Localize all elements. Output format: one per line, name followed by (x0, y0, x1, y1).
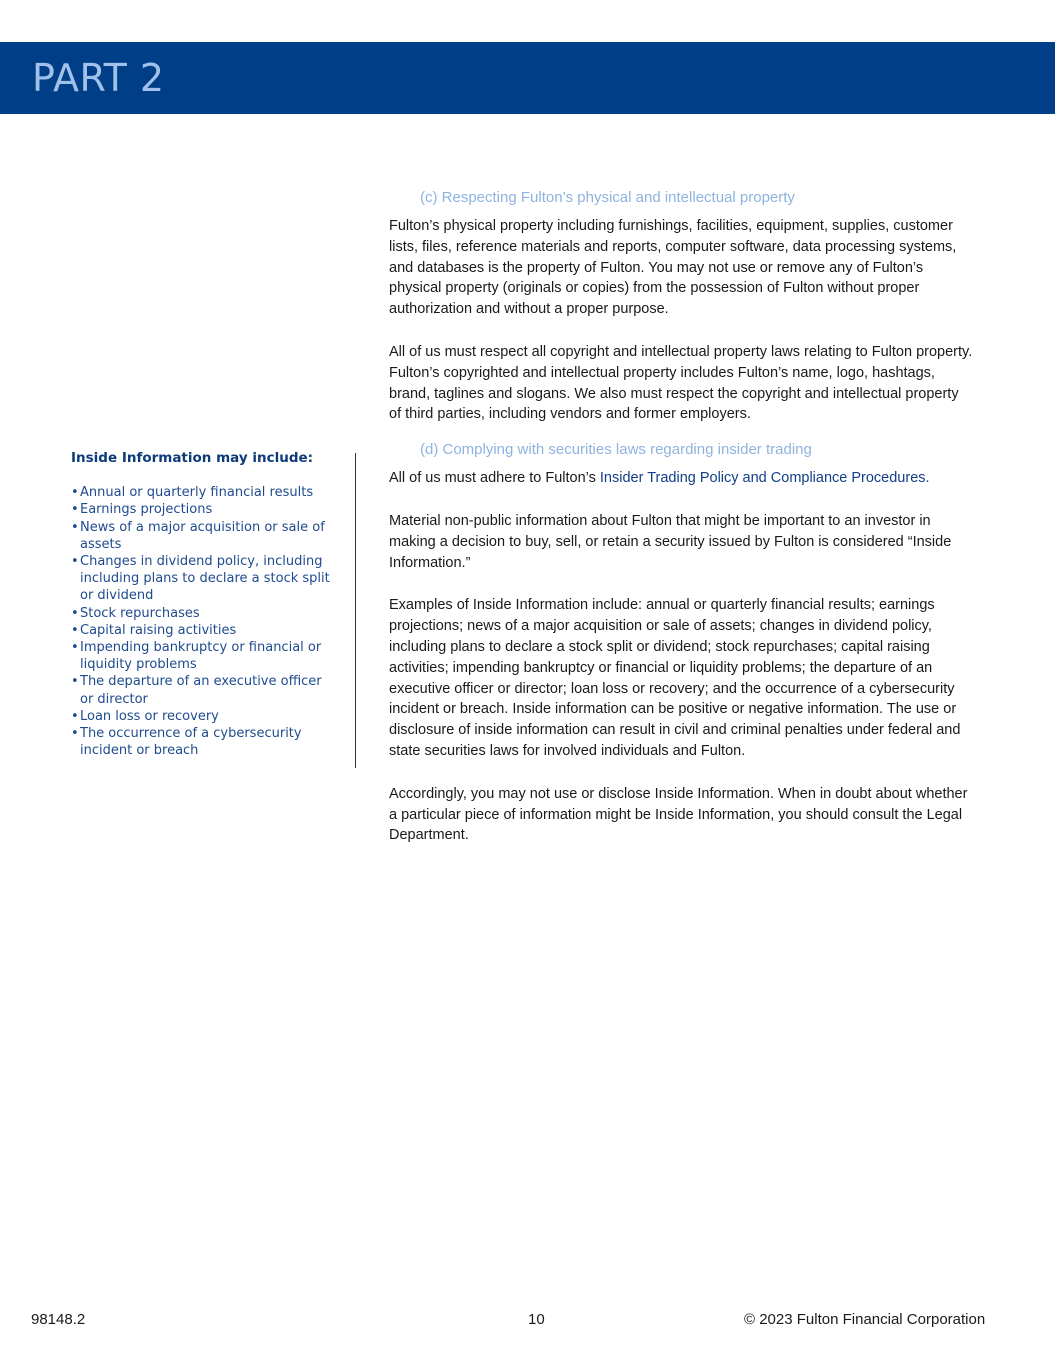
copyright-notice: © 2023 Fulton Financial Corporation (744, 1311, 986, 1328)
sidebar-heading: Inside Information may include: (71, 450, 314, 466)
part-banner (0, 42, 1055, 114)
section-physical-intellectual-property (389, 187, 974, 425)
list-item: • News of a major acquisition or sale of assets (71, 519, 333, 553)
paragraph-text: All of us must adhere to Fulton’s (389, 470, 600, 487)
insider-trading-policy-link[interactable]: Insider Trading Policy and Compliance Procedures. (599, 470, 930, 487)
section-insider-trading (389, 439, 974, 846)
inside-information-list (71, 484, 333, 759)
list-item: • The occurrence of a cybersecurity incident or breach (71, 725, 333, 759)
list-item: • The departure of an executive officer or director (71, 673, 333, 707)
section-heading: (c) Respecting Fulton’s physical and intellectual property (420, 189, 795, 206)
paragraph: All of us must respect all copyright and intellectual property laws relating to Fulton property. Fulton’s copyrighted and intellectual property includes Fulton’s name, logo, hashtags, brand, taglines and slogans. We also must respect the copyright and intellectual property of third parties, including vendors and former employers. (389, 343, 973, 423)
paragraph: Fulton’s physical property including furnishings, facilities, equipment, supplies, customer lists, files, reference materials and reports, computer software, data processing systems, and databases is the property of Fulton. You may not use or remove any of Fulton’s physical property (originals or copies) from the possession of Fulton without proper authorization and without a proper purpose. (389, 218, 957, 318)
page-number: 10 (528, 1311, 545, 1328)
section-heading: (d) Complying with securities laws regarding insider trading (420, 441, 812, 459)
document-id: 98148.2 (31, 1311, 86, 1328)
list-item: • Annual or quarterly financial results (71, 484, 333, 501)
list-item: • Capital raising activities (71, 622, 333, 639)
inside-information-sidebar (71, 450, 333, 759)
list-item: • Loan loss or recovery (71, 708, 333, 725)
list-item: • Impending bankruptcy or financial or liquidity problems (71, 639, 333, 673)
paragraph (389, 468, 974, 489)
paragraph: Material non-public information about Fulton that might be important to an investor in making a decision to buy, sell, or retain a security issued by Fulton is considered “Inside Information.” (389, 512, 952, 571)
list-item: • Stock repurchases (71, 605, 333, 622)
main-content (389, 187, 974, 868)
list-item: • Changes in dividend policy, including including plans to declare a stock split or dividend (71, 553, 333, 605)
paragraph: Accordingly, you may not use or disclose Inside Information. When in doubt about whether a particular piece of information might be Inside Information, you should consult the Legal Department. (389, 785, 968, 844)
paragraph: Examples of Inside Information include: annual or quarterly financial results; earnings projections; news of a major acquisition or sale of assets; changes in dividend policy, including plans to declare a stock split or dividend; stock repurchases; capital raising activities; impending bankruptcy or financial or liquidity problems; the departure of an executive officer or director; loan loss or recovery; and the occurrence of a cybersecurity incident or breach. Inside information can be positive or negative information. The use or disclosure of inside information can result in civil and criminal penalties under federal and state securities laws for involved individuals and Fulton. (389, 597, 961, 759)
sidebar-divider (355, 453, 356, 768)
list-item: • Earnings projections (71, 501, 333, 518)
page-title: PART 2 (32, 56, 165, 100)
